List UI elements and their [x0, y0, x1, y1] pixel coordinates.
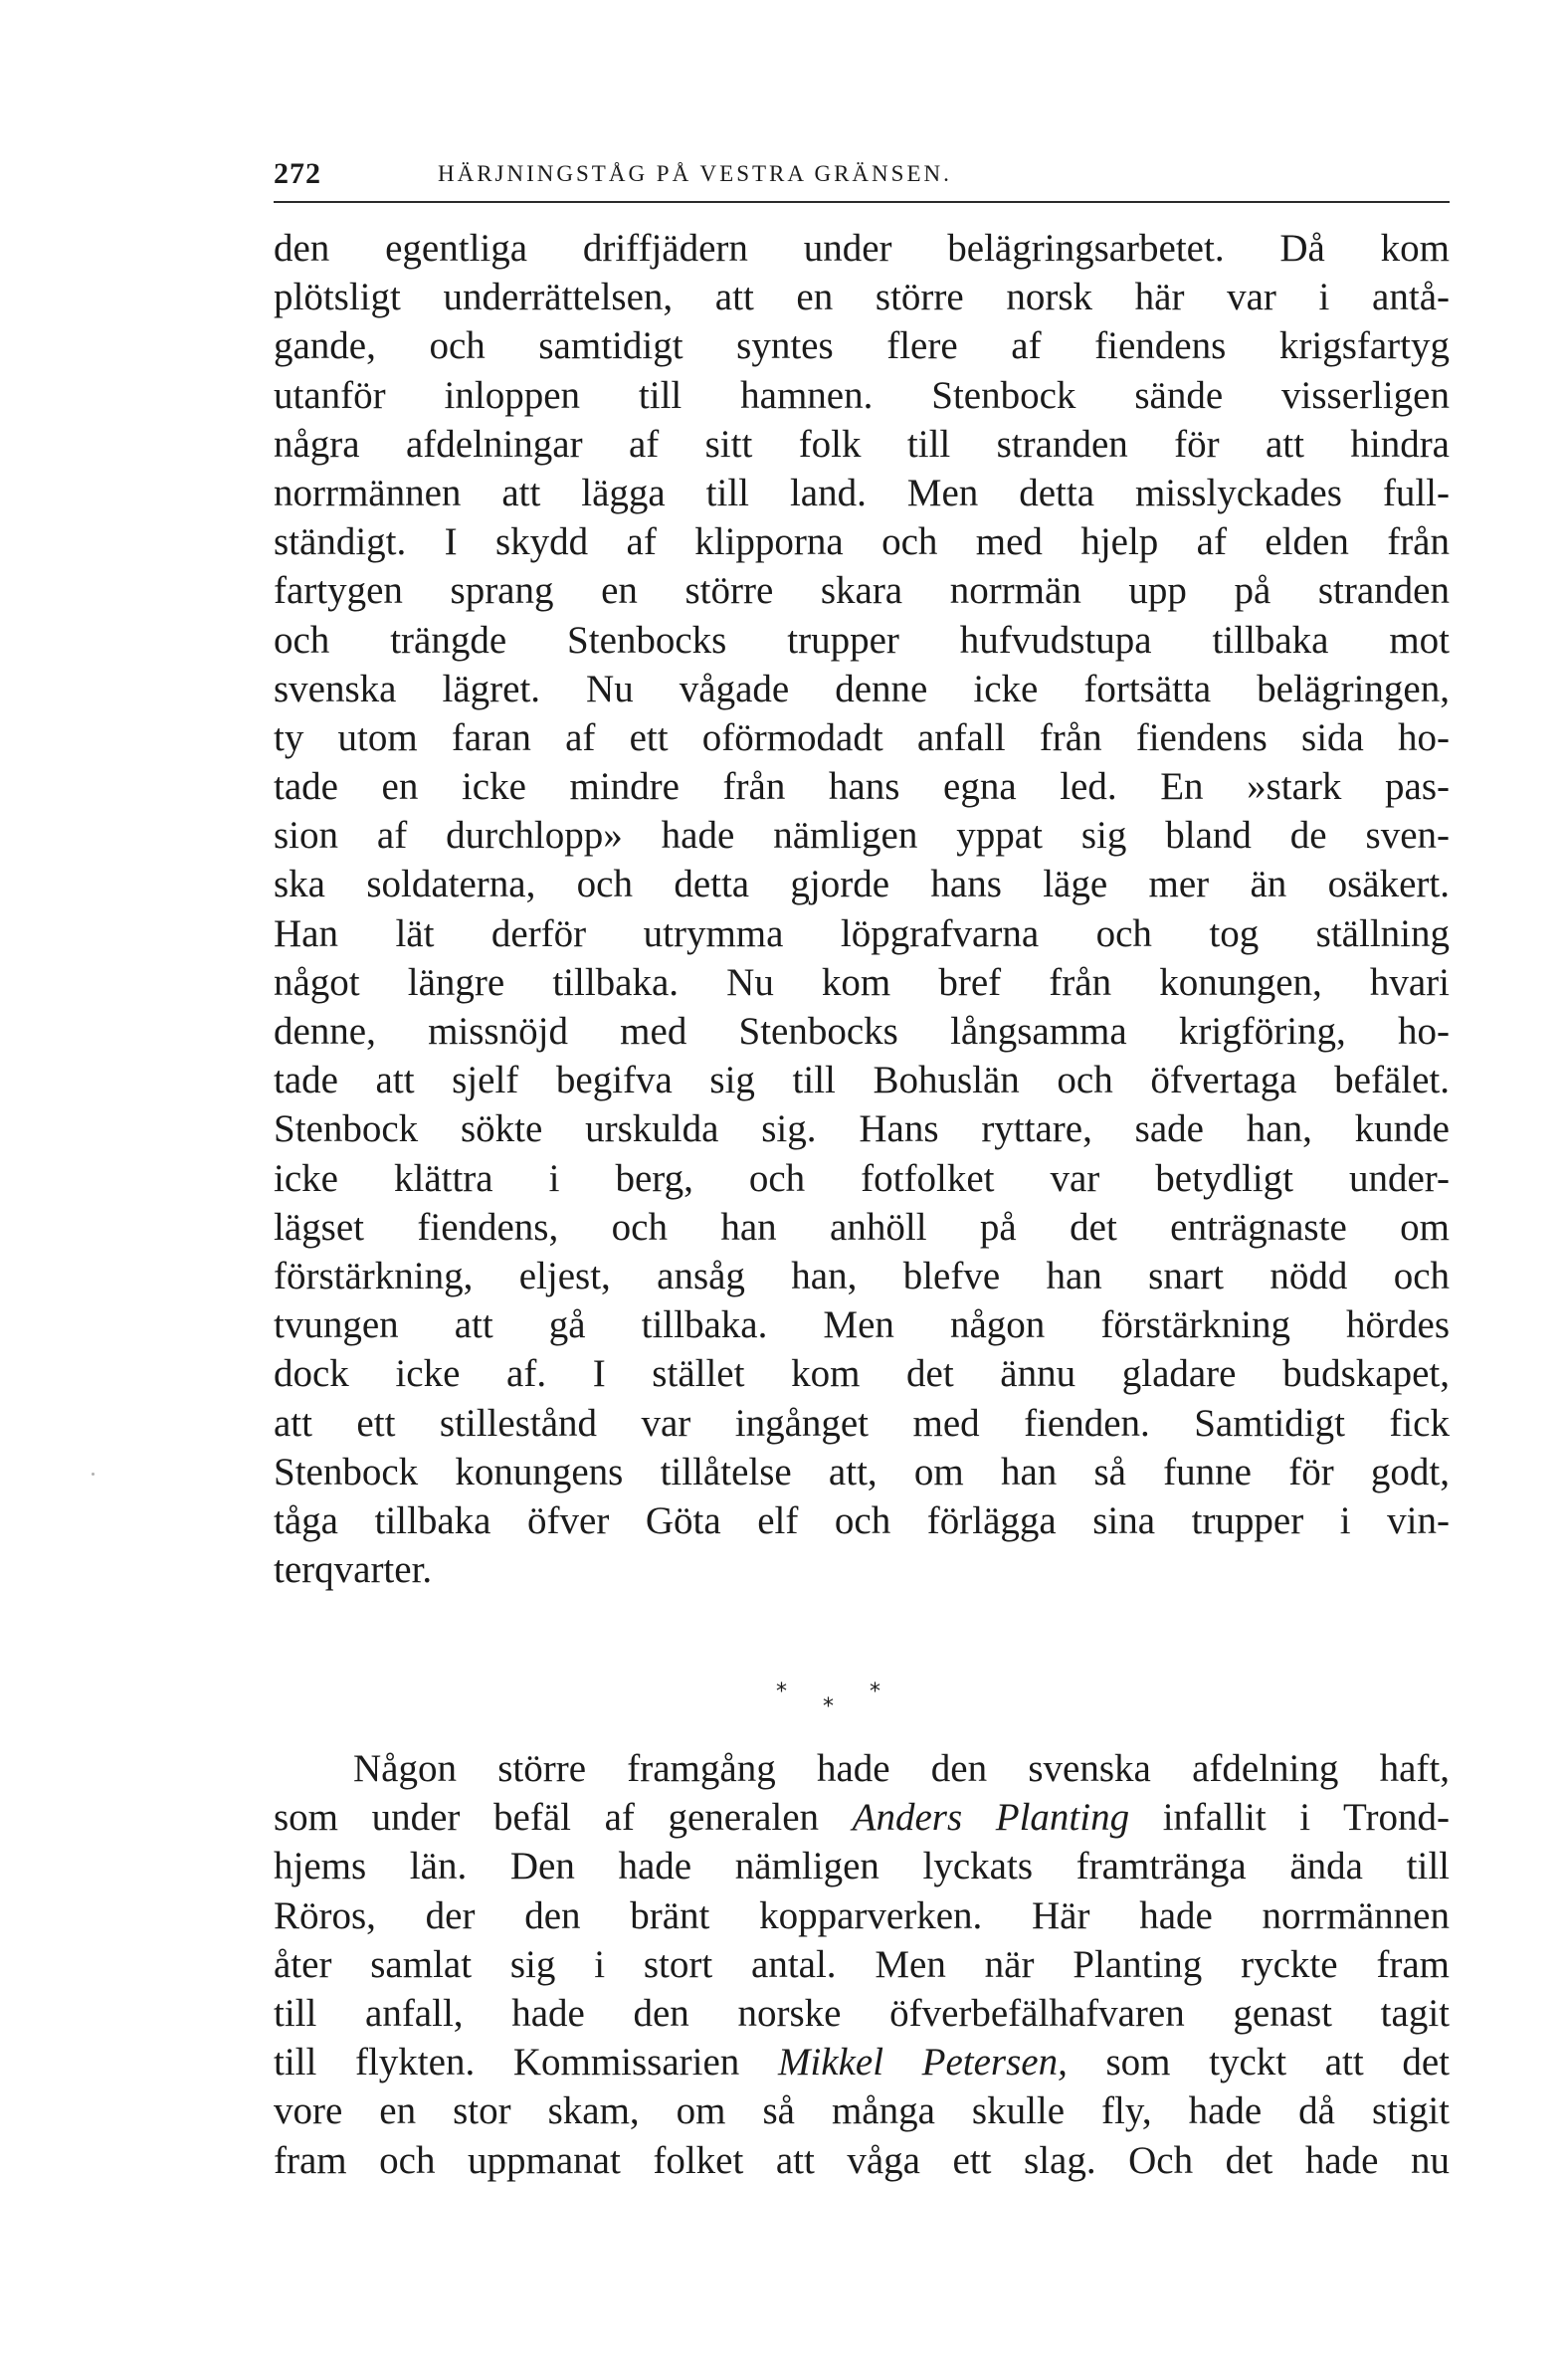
text-segment: till flykten. Kommissarien	[274, 2041, 778, 2084]
text-line	[274, 2038, 1450, 2086]
person-name: Mikkel Petersen,	[777, 2041, 1068, 2084]
text-line: tvungen att gå tillbaka. Men någon förstärkning hördes	[274, 1303, 1450, 1347]
text-line: vore en stor skam, om så många skulle fly, hade då stigit	[274, 2089, 1450, 2133]
text-line: dock icke af. I stället kom det ännu gladare budskapet,	[274, 1352, 1450, 1396]
asterisk: *	[776, 1680, 787, 1704]
text-line: norrmännen att lägga till land. Men detta misslyckades full-	[274, 471, 1450, 514]
text-line: tade en icke mindre från hans egna led. En »stark pas-	[274, 765, 1450, 809]
text-line: fartygen sprang en större skara norrmän upp på stranden	[274, 569, 1450, 613]
asterisk: *	[823, 1694, 834, 1719]
text-line: och trängde Stenbocks trupper hufvudstupa tillbaka mot	[274, 618, 1450, 662]
header-rule	[274, 201, 1450, 203]
text-line: svenska lägret. Nu vågade denne icke fortsätta belägringen,	[274, 667, 1450, 710]
text-line: Stenbock konungens tillåtelse att, om han så funne för godt,	[274, 1450, 1450, 1493]
running-title: HÄRJNINGSTÅG PÅ VESTRA GRÄNSEN.	[438, 161, 952, 186]
text-line: sion af durchlopp» hade nämligen yppat sig bland de sven-	[274, 814, 1450, 858]
text-line: ständigt. I skydd af klipporna och med hjelp af elden från	[274, 520, 1450, 564]
text-line: några afdelningar af sitt folk till stranden för att hindra	[274, 422, 1450, 466]
text-segment: som under befäl af generalen	[274, 1796, 853, 1840]
text-line	[274, 1793, 1450, 1842]
text-line: hjems län. Den hade nämligen lyckats framtränga ända till	[274, 1845, 1450, 1888]
text-line: plötsligt underrättelsen, att en större norsk här var i antå-	[274, 276, 1450, 319]
text-line: Han lät derför utrymma löpgrafvarna och tog ställning	[274, 911, 1450, 955]
text-line: ty utom faran af ett oförmodadt anfall från fiendens sida ho-	[274, 715, 1450, 759]
text-line: tåga tillbaka öfver Göta elf och förlägga sina trupper i vin-	[274, 1498, 1450, 1542]
text-line: denne, missnöjd med Stenbocks långsamma krigföring, ho-	[274, 1010, 1450, 1053]
text-line: att ett stillestånd var ingånget med fienden. Samtidigt fick	[274, 1401, 1450, 1445]
text-line: Röros, der den bränt kopparverken. Här hade norrmännen	[274, 1893, 1450, 1937]
page-number: 272	[274, 157, 321, 190]
text-line: terqvarter.	[274, 1548, 433, 1592]
paper-speck	[92, 1473, 95, 1476]
paragraph-1	[274, 224, 1450, 1594]
text-line: ska soldaterna, och detta gjorde hans läge mer än osäkert.	[274, 863, 1450, 906]
section-break-asterism	[776, 1680, 945, 1739]
text-segment: som tyckt att det	[1067, 2041, 1451, 2084]
text-line: tade att sjelf begifva sig till Bohuslän och öfvertaga befälet.	[274, 1059, 1450, 1102]
text-line: den egentliga driffjädern under belägringsarbetet. Då kom	[274, 227, 1450, 270]
text-line: lägset fiendens, och han anhöll på det enträgnaste om	[274, 1205, 1450, 1249]
text-line: fram och uppmanat folket att våga ett slag. Och det hade nu	[274, 2138, 1450, 2182]
paragraph-2	[274, 1744, 1450, 2185]
text-line: utanför inloppen till hamnen. Stenbock sände visserligen	[274, 373, 1450, 417]
asterisk: *	[870, 1680, 880, 1704]
text-line: till anfall, hade den norske öfverbefälhafvaren genast tagit	[274, 1991, 1450, 2035]
text-line: gande, och samtidigt syntes flere af fiendens krigsfartyg	[274, 324, 1450, 368]
text-segment: infallit i Trond-	[1129, 1796, 1450, 1840]
person-name: Anders Planting	[852, 1796, 1130, 1840]
text-line: åter samlat sig i stort antal. Men när Planting ryckte fram	[274, 1942, 1450, 1986]
running-head	[274, 157, 1450, 193]
text-line: något längre tillbaka. Nu kom bref från konungen, hvari	[274, 960, 1450, 1004]
text-line: icke klättra i berg, och fotfolket var betydligt under-	[274, 1156, 1450, 1200]
text-line: Stenbock sökte urskulda sig. Hans ryttare, sade han, kunde	[274, 1107, 1450, 1151]
text-line: förstärkning, eljest, ansåg han, blefve han snart nödd och	[274, 1254, 1450, 1297]
text-line: Någon större framgång hade den svenska afdelning haft,	[353, 1747, 1450, 1790]
